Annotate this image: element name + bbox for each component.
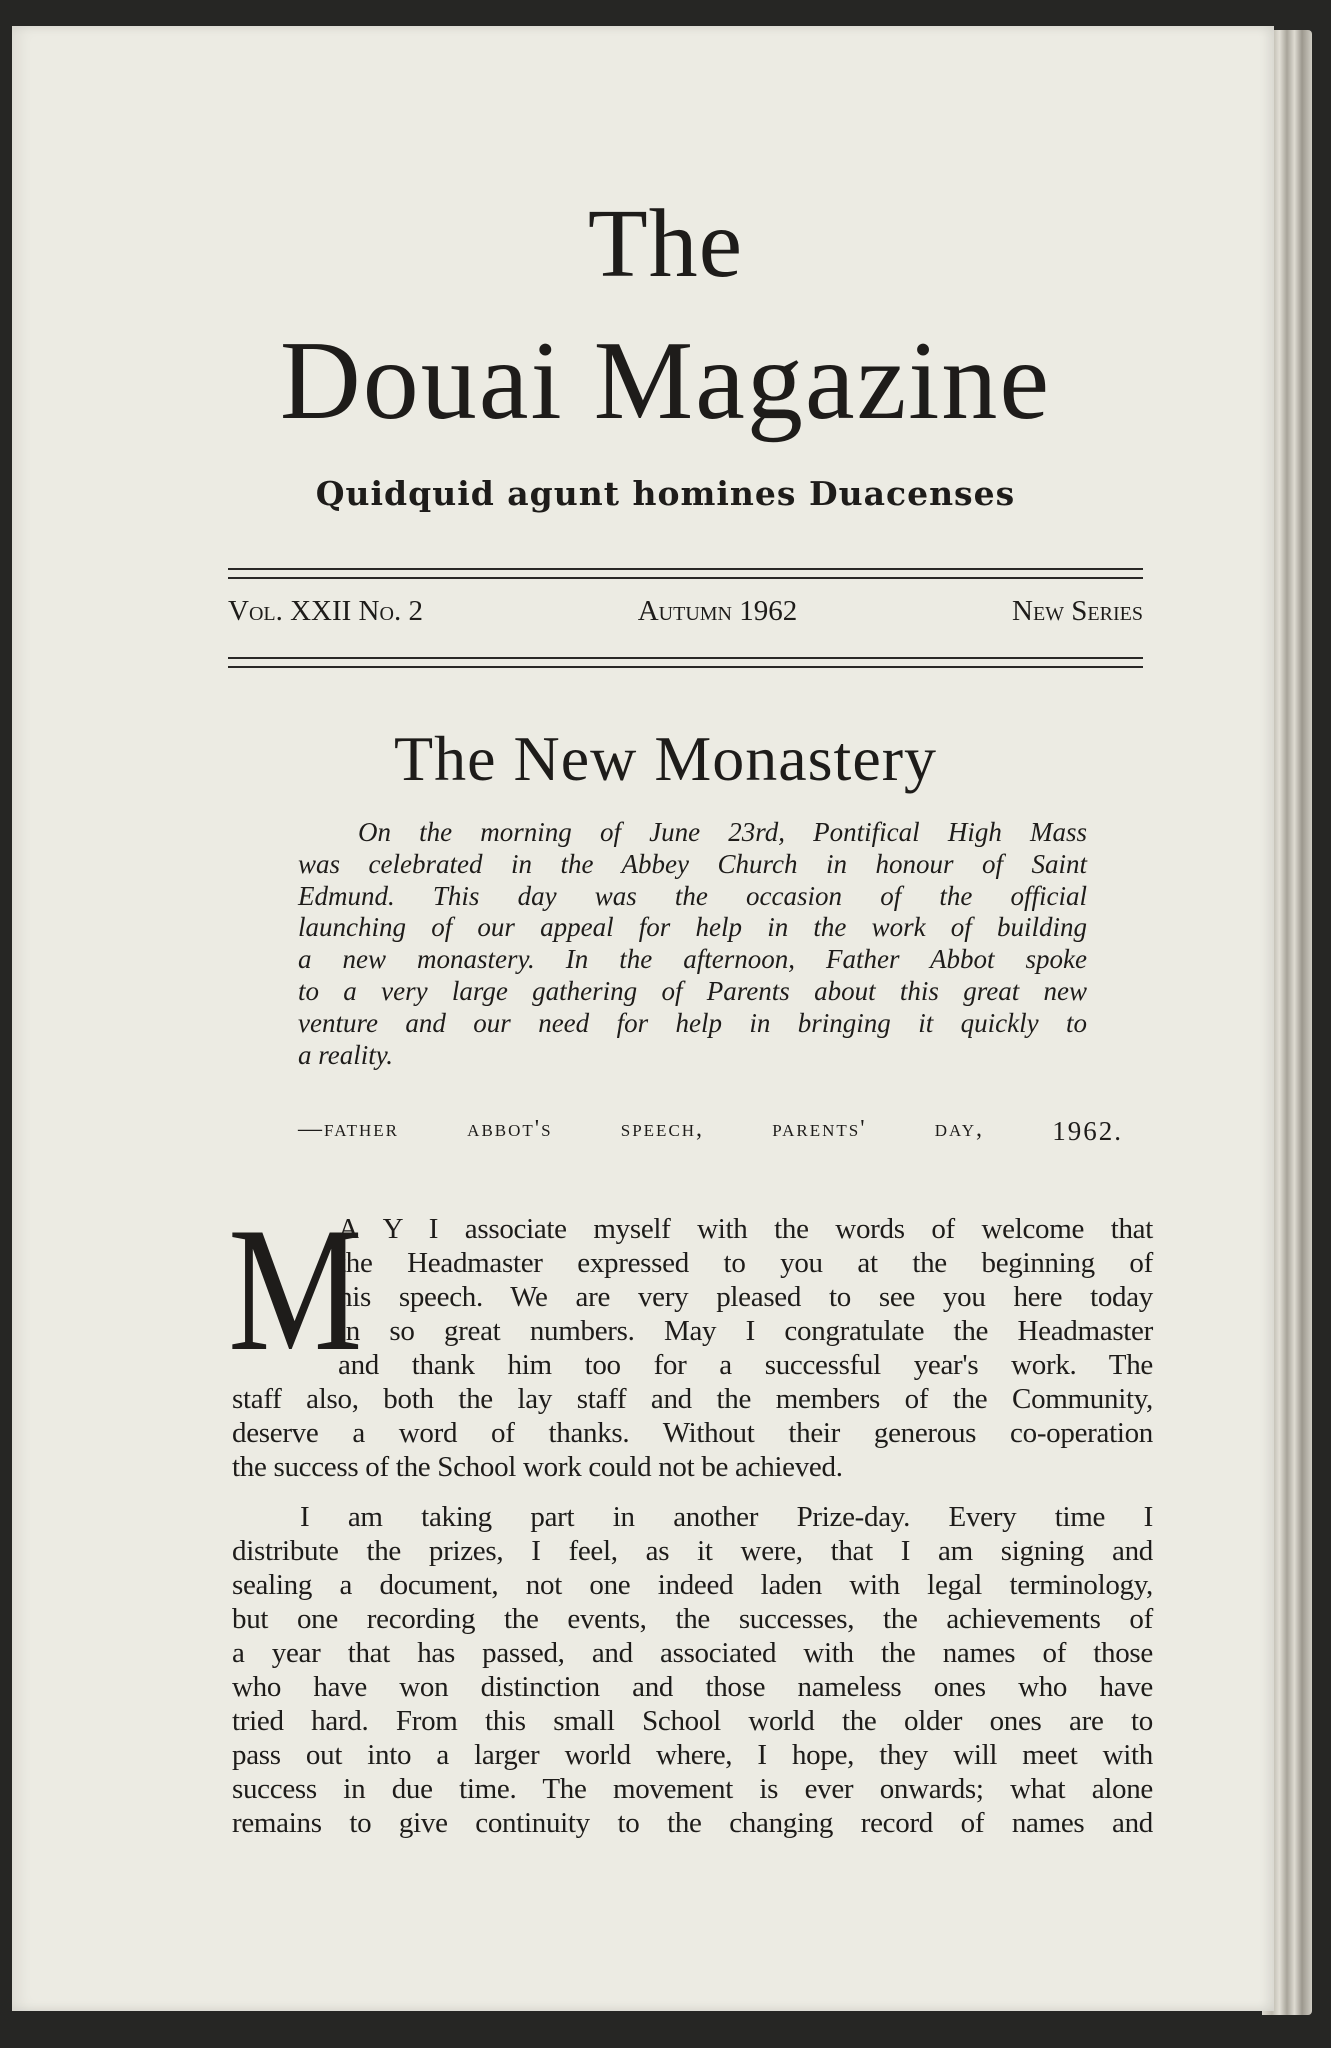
paragraph-1-dropcap (338, 1212, 1153, 1382)
intro-line: a reality. (298, 1039, 393, 1070)
body-line: sealing a document, not one indeed laden with legal terminology, (232, 1569, 1153, 1601)
body-line: pass out into a larger world where, I hope, they will meet with (232, 1739, 1153, 1771)
article-intro (298, 817, 1087, 1071)
attribution-word: 1962. (1052, 1116, 1123, 1146)
body-line: distribute the prizes, I feel, as it were, that I am signing and (232, 1535, 1153, 1567)
issue-season: Autumn 1962 (637, 595, 798, 627)
body-line: staff also, both the lay staff and the members of the Community, (232, 1383, 1153, 1415)
intro-line: a new monastery. In the afternoon, Father Abbot spoke (298, 944, 1087, 975)
intro-line: On the morning of June 23rd, Pontifical High Mass (358, 817, 1087, 847)
body-line: A Y I associate myself with the words of welcome that (338, 1213, 1153, 1245)
intro-line: Edmund. This day was the occasion of the official (298, 880, 1087, 911)
issue-line (228, 595, 1143, 628)
body-line: the success of the School work could not be achieved. (232, 1451, 843, 1483)
body-line: his speech. We are very pleased to see you here today (338, 1281, 1153, 1313)
masthead-motto: Quidquid agunt homines Duacenses (315, 474, 1016, 513)
body-line: and thank him too for a successful year's work. The (338, 1349, 1153, 1381)
body-line: deserve a word of thanks. Without their generous co-operation (232, 1417, 1153, 1449)
body-line: in so great numbers. May I congratulate the Headmaster (338, 1315, 1153, 1347)
masthead-title: Douai Magazine (279, 319, 1052, 443)
intro-line: to a very large gathering of Parents about this great new (298, 975, 1087, 1006)
attribution-word: speech, (620, 1116, 705, 1142)
body-line: success in due time. The movement is ever onwards; what alone (232, 1773, 1153, 1805)
article-title: The New Monastery (393, 723, 938, 794)
attribution (298, 1116, 1123, 1147)
body-line: remains to give continuity to the changing record of names and (232, 1807, 1153, 1839)
body-line: who have won distinction and those nameless ones who have (232, 1671, 1153, 1703)
issue-series: New Series (1012, 595, 1143, 627)
body-line: tried hard. From this small School world the older ones are to (232, 1705, 1153, 1737)
double-rule-bottom (228, 657, 1143, 668)
issue-volume: Vol. XXII No. 2 (228, 595, 423, 627)
intro-line: launching of our appeal for help in the work of building (298, 912, 1087, 943)
double-rule-top (228, 568, 1143, 579)
attribution-word: abbot's (467, 1116, 553, 1142)
body-line: I am taking part in another Prize-day. Every time I (300, 1501, 1153, 1533)
attribution-word: day, (934, 1116, 985, 1142)
paragraph-2 (232, 1500, 1153, 1840)
body-line: but one recording the events, the successes, the achievements of (232, 1603, 1153, 1635)
masthead-title-the: The (587, 190, 744, 298)
body-line: a year that has passed, and associated with the names of those (232, 1637, 1153, 1669)
attribution-word: —father (298, 1116, 399, 1142)
drop-cap: M (228, 1190, 363, 1388)
intro-line: was celebrated in the Abbey Church in honour of Saint (298, 848, 1087, 879)
attribution-word: parents' (772, 1116, 867, 1142)
body-line: the Headmaster expressed to you at the beginning of (338, 1247, 1153, 1279)
paragraph-1 (232, 1382, 1153, 1484)
intro-line: venture and our need for help in bringing it quickly to (298, 1007, 1087, 1038)
